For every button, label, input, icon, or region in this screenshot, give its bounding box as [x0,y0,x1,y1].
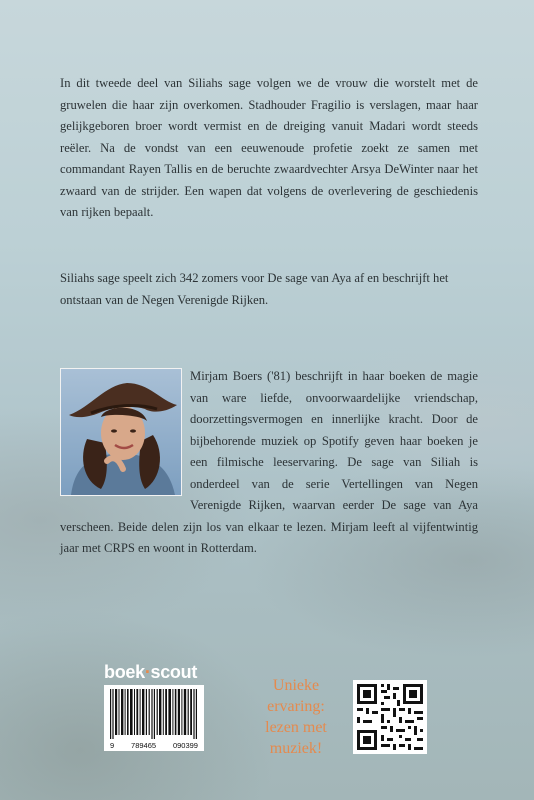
isbn-number [104,741,204,750]
author-portrait-image [61,369,181,495]
tagline: Unieke ervaring: lezen met muziek! [265,677,327,757]
isbn-group-1: 789465 [131,741,157,750]
blurb-paragraph-2: Siliahs sage speelt zich 342 zomers voor De sage van Aya af en beschrijft het ontstaan van de Negen Verenigde Rijken. [60,271,449,307]
blurb-paragraph-1: In dit tweede deel van Siliahs sage volgen we de vrouw die worstelt met de gruwelen die haar zijn overkomen. Stadhouder Fragilio is verslagen, maar haar gelijkgeboren broer wordt vermist en de dreiging vanuit Madari wordt steeds reëler. Na de vondst van een eeuwenoude profetie zoekt ze samen met commandant Rayen Tallis en de beruchte zwaardvechter Arsya DeWinter naar het zwaard van de strijder. Een wapen dat volgens de overlevering de geschiedenis van rijken bepaalt. [60,76,478,219]
isbn-prefix: 9 [110,741,115,750]
publisher-logo [104,660,204,684]
publisher-separator: · [144,662,151,682]
publisher-name-part1: boek [104,662,145,682]
publisher-name-part2: scout [150,662,198,682]
isbn-group-2: 090399 [172,741,198,750]
author-photo [60,368,182,496]
author-bio-text: Mirjam Boers ('81) beschrijft in haar boeken de magie van ware liefde, onvoorwaardelijke vriendschap, doorzettingsvermogen en innerlijke kracht. Door de bijbehorende muziek op Spotify geven haar boeken je een filmische leeservaring. De sage van Siliah is onderdeel van de serie Vertellingen van Negen Verenigde Rijken, waarvan eerder De sage van Aya verscheen. Beide delen zijn los van elkaar te lezen. Mirjam leeft al vijfentwintig jaar met CRPS en woont in Rotterdam. [60,369,478,555]
barcode-icon [104,685,204,741]
qr-code[interactable] [353,680,427,754]
qr-code-icon [353,680,427,754]
